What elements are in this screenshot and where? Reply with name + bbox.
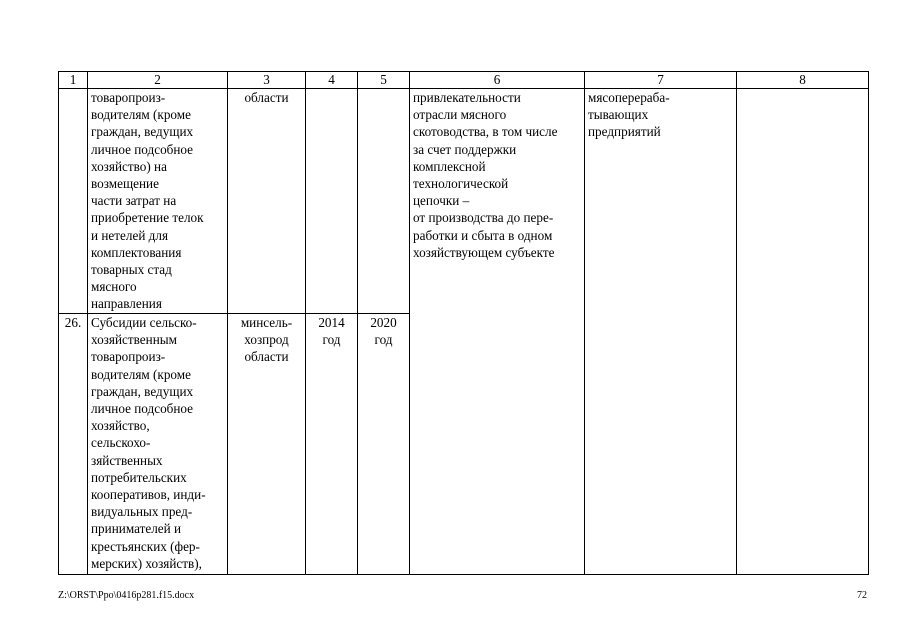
start-year-cell: 2014 год (306, 314, 358, 575)
indicator-cell: мясоперераба- тывающих предприятий (585, 89, 737, 575)
row-number (59, 89, 88, 314)
measure-description: товаропроиз- водителям (кроме граждан, ведущих личное подсобное хозяйство) на возмещение части затрат на приобретение телок и нетелей для комплектования товарных стад мясного направления (88, 89, 228, 314)
program-table (58, 71, 869, 575)
column-header: 3 (228, 72, 306, 89)
start-year-cell (306, 89, 358, 314)
row-number: 26. (59, 314, 88, 575)
measure-description: Субсидии сельско- хозяйственным товаропроиз- водителям (кроме граждан, ведущих личное подсобное хозяйство, сельскохо- зяйственных потребительских кооперативов, инди- видуальных пред- принимателей и крестьянских (фер- мерских) хозяйств), (88, 314, 228, 575)
column-header: 1 (59, 72, 88, 89)
column-header: 4 (306, 72, 358, 89)
file-path: Z:\ORST\Ppo\0416p281.f15.docx (58, 590, 195, 601)
column-8-cell (737, 89, 869, 575)
column-header: 7 (585, 72, 737, 89)
column-header: 6 (410, 72, 585, 89)
column-header: 2 (88, 72, 228, 89)
table-row (59, 89, 869, 314)
column-number-row (59, 72, 869, 89)
expected-result-cell: привлекательности отрасли мясного скотоводства, в том числе за счет поддержки комплексной технологической цепочки – от производства до пере- работки и сбыта в одном хозяйствующем субъекте (410, 89, 585, 575)
executor-cell: области (228, 89, 306, 314)
end-year-cell: 2020 год (358, 314, 410, 575)
page-number: 72 (857, 590, 867, 601)
executor-cell: минсель- хозпрод области (228, 314, 306, 575)
column-header: 8 (737, 72, 869, 89)
end-year-cell (358, 89, 410, 314)
column-header: 5 (358, 72, 410, 89)
